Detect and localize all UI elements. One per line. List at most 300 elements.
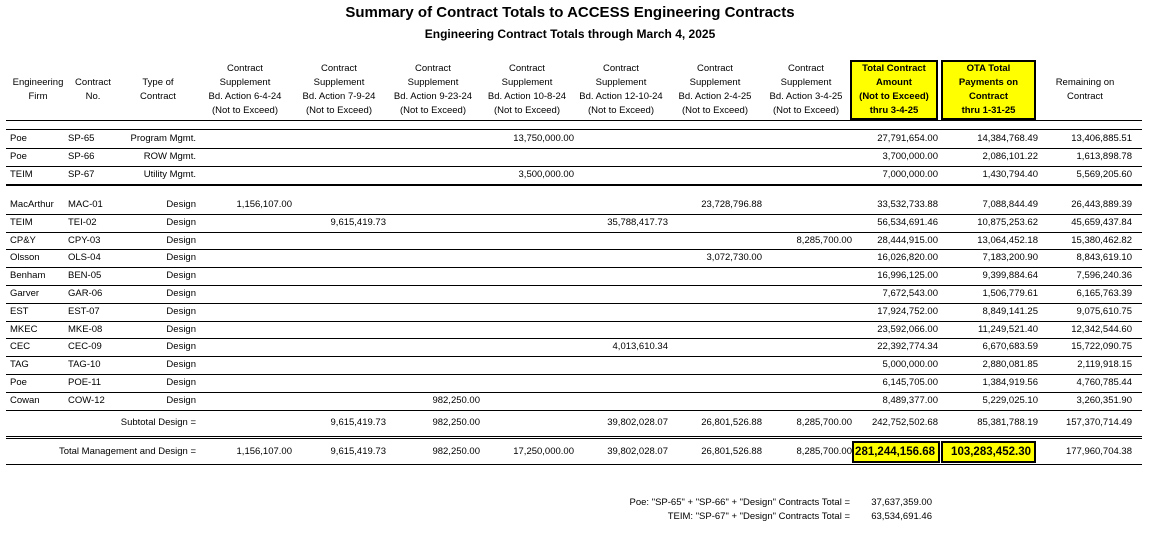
cell-s7 bbox=[762, 214, 852, 232]
cell-s6 bbox=[668, 285, 762, 303]
cell-s4 bbox=[480, 338, 574, 356]
cell-rem: 6,165,763.39 bbox=[1076, 288, 1132, 299]
cell-ota: 14,384,768.49 bbox=[977, 133, 1038, 144]
cell-s7 bbox=[762, 392, 852, 410]
table-row bbox=[0, 148, 1160, 166]
cell-s7: 8,285,700.00 bbox=[796, 417, 852, 428]
header-s3-line: Bd. Action 9-23-24 bbox=[393, 91, 473, 102]
cell-s3 bbox=[386, 214, 480, 232]
cell-s3 bbox=[386, 148, 480, 166]
cell-no: POE-11 bbox=[68, 377, 102, 388]
cell-s3 bbox=[386, 374, 480, 392]
header-rem bbox=[1040, 60, 1130, 120]
cell-ota: 7,088,844.49 bbox=[982, 199, 1038, 210]
cell-s1 bbox=[198, 232, 292, 250]
header-s2 bbox=[292, 60, 386, 120]
cell-type: Design bbox=[166, 216, 196, 228]
header-s1-line: Bd. Action 6-4-24 bbox=[208, 91, 282, 102]
grand-total-ota: 103,283,452.30 bbox=[941, 441, 1036, 463]
cell-type: Design bbox=[166, 323, 196, 335]
cell-type: Utility Mgmt. bbox=[143, 169, 196, 180]
header-s4-line: Bd. Action 10-8-24 bbox=[487, 91, 567, 102]
cell-s7: 8,285,700.00 bbox=[796, 234, 852, 246]
cell-s7 bbox=[762, 338, 852, 356]
grand-total-s4: 17,250,000.00 bbox=[513, 446, 574, 457]
cell-s5 bbox=[574, 267, 668, 285]
divider bbox=[6, 436, 1142, 439]
header-ota-line: OTA Total bbox=[966, 63, 1011, 74]
cell-no: TEI-02 bbox=[68, 216, 97, 228]
table-row bbox=[0, 130, 1160, 148]
table-row bbox=[0, 285, 1160, 303]
header-total-line: (Not to Exceed) bbox=[859, 91, 929, 102]
cell-s5 bbox=[574, 166, 668, 184]
cell-s1 bbox=[198, 285, 292, 303]
cell-s2 bbox=[292, 196, 386, 214]
report-title: Summary of Contract Totals to ACCESS Engineering Contracts bbox=[345, 4, 795, 21]
cell-firm: Garver bbox=[10, 288, 40, 299]
header-s5-line: Contract bbox=[603, 63, 639, 74]
cell-s3 bbox=[386, 303, 480, 321]
cell-s1 bbox=[198, 414, 292, 432]
cell-s4 bbox=[480, 392, 574, 410]
cell-s5 bbox=[574, 321, 668, 339]
cell-s5 bbox=[574, 249, 668, 267]
cell-s3 bbox=[386, 196, 480, 214]
cell-s2 bbox=[292, 285, 386, 303]
cell-s5: 4,013,610.34 bbox=[612, 341, 668, 353]
cell-s3: 982,250.00 bbox=[432, 417, 480, 428]
cell-s5 bbox=[574, 374, 668, 392]
cell-s6 bbox=[668, 130, 762, 148]
cell-type: Design bbox=[166, 288, 196, 299]
cell-s2 bbox=[292, 267, 386, 285]
cell-ota: 2,086,101.22 bbox=[982, 151, 1038, 162]
cell-s5 bbox=[574, 130, 668, 148]
header-s1-line: Contract bbox=[227, 63, 263, 74]
header-s1-line: (Not to Exceed) bbox=[211, 105, 278, 116]
cell-firm: Poe bbox=[10, 151, 27, 162]
cell-s6 bbox=[668, 166, 762, 184]
table-row bbox=[0, 392, 1160, 410]
header-s2-line: Supplement bbox=[313, 77, 365, 88]
header-s7-line: (Not to Exceed) bbox=[772, 105, 839, 116]
cell-s7 bbox=[762, 148, 852, 166]
cell-total: 6,145,705.00 bbox=[882, 377, 938, 388]
header-s4-line: Contract bbox=[509, 63, 545, 74]
cell-s7 bbox=[762, 356, 852, 374]
header-s3-line: (Not to Exceed) bbox=[399, 105, 466, 116]
cell-no: TAG-10 bbox=[68, 359, 101, 371]
cell-s3: 982,250.00 bbox=[432, 394, 480, 406]
header-total bbox=[850, 60, 938, 120]
header-s5-line: Bd. Action 12-10-24 bbox=[579, 91, 663, 102]
cell-firm: Olsson bbox=[10, 252, 40, 264]
header-s3-line: Contract bbox=[415, 63, 451, 74]
cell-no: SP-65 bbox=[68, 133, 95, 144]
cell-total: 8,489,377.00 bbox=[882, 394, 938, 406]
cell-firm: Poe bbox=[10, 377, 27, 388]
cell-s6 bbox=[668, 148, 762, 166]
cell-s4 bbox=[480, 321, 574, 339]
cell-s2 bbox=[292, 166, 386, 184]
grand-total-s1: 1,156,107.00 bbox=[236, 446, 292, 457]
header-s2-line: Bd. Action 7-9-24 bbox=[302, 91, 376, 102]
header-s3 bbox=[386, 60, 480, 120]
header-s7 bbox=[762, 60, 850, 120]
header-no-line: Contract bbox=[75, 77, 111, 88]
cell-no: BEN-05 bbox=[68, 270, 102, 282]
cell-s1 bbox=[198, 303, 292, 321]
cell-s2 bbox=[292, 249, 386, 267]
header-s2-line: (Not to Exceed) bbox=[305, 105, 372, 116]
header-s1 bbox=[198, 60, 292, 120]
cell-firm: Benham bbox=[10, 270, 46, 282]
cell-s5 bbox=[574, 148, 668, 166]
grand-total-s3: 982,250.00 bbox=[432, 446, 480, 457]
cell-s5 bbox=[574, 196, 668, 214]
cell-no: CEC-09 bbox=[68, 341, 102, 353]
cell-s7 bbox=[762, 267, 852, 285]
cell-total: 7,000,000.00 bbox=[882, 169, 938, 180]
header-type-line: Type of bbox=[142, 77, 174, 88]
header-firm bbox=[8, 60, 68, 120]
header-s6 bbox=[668, 60, 762, 120]
cell-firm: TEIM bbox=[10, 216, 33, 228]
cell-rem: 157,370,714.49 bbox=[1065, 417, 1132, 428]
cell-rem: 7,596,240.36 bbox=[1076, 270, 1132, 282]
cell-type: Design bbox=[166, 252, 196, 264]
cell-s1 bbox=[198, 321, 292, 339]
cell-s4 bbox=[480, 374, 574, 392]
cell-s6 bbox=[668, 232, 762, 250]
cell-s5 bbox=[574, 232, 668, 250]
grand-total-s6: 26,801,526.88 bbox=[701, 446, 762, 457]
cell-ota: 2,880,081.85 bbox=[982, 359, 1038, 371]
divider bbox=[6, 464, 1142, 465]
cell-s3 bbox=[386, 267, 480, 285]
cell-no: MAC-01 bbox=[68, 199, 103, 210]
cell-s4 bbox=[480, 303, 574, 321]
cell-total: 27,791,654.00 bbox=[877, 133, 938, 144]
cell-s7 bbox=[762, 285, 852, 303]
cell-s1 bbox=[198, 267, 292, 285]
header-rem-line: Remaining on bbox=[1055, 77, 1115, 88]
cell-type: Design bbox=[166, 341, 196, 353]
cell-s3 bbox=[386, 249, 480, 267]
cell-s4 bbox=[480, 414, 574, 432]
cell-s6: 3,072,730.00 bbox=[706, 252, 762, 264]
cell-total: 23,592,066.00 bbox=[877, 323, 938, 335]
cell-rem: 45,659,437.84 bbox=[1071, 216, 1132, 228]
cell-total: 28,444,915.00 bbox=[877, 234, 938, 246]
cell-s6: 26,801,526.88 bbox=[701, 417, 762, 428]
cell-ota: 8,849,141.25 bbox=[982, 305, 1038, 317]
cell-type: Design bbox=[166, 359, 196, 371]
divider bbox=[6, 410, 1142, 411]
cell-s2 bbox=[292, 148, 386, 166]
cell-s4 bbox=[480, 285, 574, 303]
header-s5-line: (Not to Exceed) bbox=[587, 105, 654, 116]
cell-s3 bbox=[386, 166, 480, 184]
cell-ota: 11,249,521.40 bbox=[977, 323, 1038, 335]
cell-total: 16,996,125.00 bbox=[877, 270, 938, 282]
cell-s3 bbox=[386, 321, 480, 339]
cell-s3 bbox=[386, 356, 480, 374]
cell-s2 bbox=[292, 374, 386, 392]
cell-s5 bbox=[574, 356, 668, 374]
divider bbox=[6, 120, 1142, 121]
cell-rem: 3,260,351.90 bbox=[1076, 394, 1132, 406]
cell-type: Design bbox=[166, 305, 196, 317]
cell-s4: 13,750,000.00 bbox=[513, 133, 574, 144]
header-s4-line: (Not to Exceed) bbox=[493, 105, 560, 116]
cell-s1 bbox=[198, 130, 292, 148]
header-type-line: Contract bbox=[140, 91, 176, 102]
cell-s5: 39,802,028.07 bbox=[607, 417, 668, 428]
cell-s4 bbox=[480, 356, 574, 374]
table-row bbox=[0, 214, 1160, 232]
footnote-value: 63,534,691.46 bbox=[871, 511, 932, 522]
header-s7-line: Contract bbox=[788, 63, 824, 74]
cell-rem: 9,075,610.75 bbox=[1076, 305, 1132, 317]
cell-ota: 9,399,884.64 bbox=[982, 270, 1038, 282]
cell-total: 5,000,000.00 bbox=[882, 359, 938, 371]
header-s2-line: Contract bbox=[321, 63, 357, 74]
cell-s4 bbox=[480, 148, 574, 166]
header-s1-line: Supplement bbox=[219, 77, 271, 88]
cell-total: 33,532,733.88 bbox=[877, 199, 938, 210]
table-row bbox=[0, 249, 1160, 267]
header-no-line: No. bbox=[85, 91, 101, 102]
cell-ota: 85,381,788.19 bbox=[977, 417, 1038, 428]
cell-no: COW-12 bbox=[68, 394, 105, 406]
cell-firm: MacArthur bbox=[10, 199, 54, 210]
cell-total: 242,752,502.68 bbox=[871, 417, 938, 428]
cell-ota: 13,064,452.18 bbox=[977, 234, 1038, 246]
cell-s2 bbox=[292, 356, 386, 374]
cell-rem: 2,119,918.15 bbox=[1077, 359, 1132, 371]
cell-s7 bbox=[762, 374, 852, 392]
cell-s7 bbox=[762, 249, 852, 267]
cell-no: SP-67 bbox=[68, 169, 95, 180]
cell-s5 bbox=[574, 285, 668, 303]
cell-s3 bbox=[386, 130, 480, 148]
cell-s1 bbox=[198, 148, 292, 166]
cell-firm: EST bbox=[10, 305, 29, 317]
cell-rem: 4,760,785.44 bbox=[1076, 377, 1132, 388]
header-total-line: thru 3-4-25 bbox=[869, 105, 919, 116]
table-row bbox=[0, 374, 1160, 392]
cell-s4 bbox=[480, 249, 574, 267]
cell-s1 bbox=[198, 338, 292, 356]
cell-firm: CEC bbox=[10, 341, 31, 353]
header-firm-line: Firm bbox=[28, 91, 48, 102]
header-rem-line: Contract bbox=[1067, 91, 1103, 102]
cell-s4 bbox=[480, 214, 574, 232]
cell-s3 bbox=[386, 232, 480, 250]
cell-rem: 13,406,885.51 bbox=[1071, 133, 1132, 144]
cell-rem: 5,569,205.60 bbox=[1076, 169, 1132, 180]
cell-firm: TAG bbox=[10, 359, 29, 371]
cell-s2 bbox=[292, 392, 386, 410]
cell-s2 bbox=[292, 303, 386, 321]
cell-firm: Cowan bbox=[10, 394, 40, 406]
grand-total-label: Total Management and Design = bbox=[58, 446, 196, 457]
table-row bbox=[0, 338, 1160, 356]
cell-s2: 9,615,419.73 bbox=[330, 216, 386, 228]
cell-s7 bbox=[762, 130, 852, 148]
table-row bbox=[0, 321, 1160, 339]
grand-total-s7: 8,285,700.00 bbox=[796, 446, 852, 457]
cell-s1 bbox=[198, 249, 292, 267]
cell-type: Design bbox=[166, 394, 196, 406]
cell-s1 bbox=[198, 356, 292, 374]
grand-total-total: 281,244,156.68 bbox=[852, 441, 940, 463]
header-s4 bbox=[480, 60, 574, 120]
cell-s2 bbox=[292, 232, 386, 250]
cell-no: CPY-03 bbox=[68, 234, 101, 246]
cell-rem: 8,843,619.10 bbox=[1076, 252, 1132, 264]
header-ota-line: thru 1-31-25 bbox=[961, 105, 1016, 116]
header-s6-line: Supplement bbox=[689, 77, 741, 88]
header-ota bbox=[941, 60, 1036, 120]
cell-s6 bbox=[668, 321, 762, 339]
header-type bbox=[120, 60, 196, 120]
cell-type: Design bbox=[166, 270, 196, 282]
footnote-value: 37,637,359.00 bbox=[871, 497, 932, 508]
header-s4-line: Supplement bbox=[501, 77, 553, 88]
cell-rem: 26,443,889.39 bbox=[1071, 199, 1132, 210]
header-total-line: Total Contract bbox=[862, 63, 926, 74]
cell-rem: 15,722,090.75 bbox=[1071, 341, 1132, 353]
header-s3-line: Supplement bbox=[407, 77, 459, 88]
divider bbox=[6, 185, 1142, 186]
cell-no: MKE-08 bbox=[68, 323, 103, 335]
cell-ota: 10,875,253.62 bbox=[977, 216, 1038, 228]
grand-total-s2: 9,615,419.73 bbox=[330, 446, 386, 457]
cell-ota: 1,506,779.61 bbox=[982, 288, 1038, 299]
table-row bbox=[0, 303, 1160, 321]
header-firm-line: Engineering bbox=[12, 77, 64, 88]
cell-no: OLS-04 bbox=[68, 252, 101, 264]
header-s5-line: Supplement bbox=[595, 77, 647, 88]
cell-s2 bbox=[292, 130, 386, 148]
cell-s2: 9,615,419.73 bbox=[330, 417, 386, 428]
cell-rem: 1,613,898.78 bbox=[1076, 151, 1132, 162]
table-row bbox=[0, 196, 1160, 214]
cell-rem: 15,380,462.82 bbox=[1071, 234, 1132, 246]
cell-s7 bbox=[762, 321, 852, 339]
header-ota-line: Payments on bbox=[958, 77, 1019, 88]
cell-s6 bbox=[668, 338, 762, 356]
cell-total: 17,924,752.00 bbox=[877, 305, 938, 317]
header-total-line: Amount bbox=[876, 77, 912, 88]
grand-total-s5: 39,802,028.07 bbox=[607, 446, 668, 457]
cell-firm: CP&Y bbox=[10, 234, 36, 246]
cell-s6 bbox=[668, 392, 762, 410]
cell-total: 3,700,000.00 bbox=[882, 151, 938, 162]
cell-s6 bbox=[668, 214, 762, 232]
cell-s5 bbox=[574, 303, 668, 321]
cell-type: Design bbox=[166, 377, 196, 388]
header-s5 bbox=[574, 60, 668, 120]
cell-type: Program Mgmt. bbox=[130, 133, 196, 144]
cell-s2 bbox=[292, 321, 386, 339]
cell-s2 bbox=[292, 338, 386, 356]
header-s7-line: Bd. Action 3-4-25 bbox=[769, 91, 843, 102]
cell-s1 bbox=[198, 214, 292, 232]
cell-s7 bbox=[762, 196, 852, 214]
grand-total-rem: 177,960,704.38 bbox=[1065, 446, 1132, 457]
cell-s1 bbox=[198, 392, 292, 410]
cell-ota: 1,430,794.40 bbox=[982, 169, 1038, 180]
cell-s5 bbox=[574, 392, 668, 410]
header-s6-line: Bd. Action 2-4-25 bbox=[678, 91, 752, 102]
cell-ota: 5,229,025.10 bbox=[982, 394, 1038, 406]
cell-s1 bbox=[198, 374, 292, 392]
cell-firm: TEIM bbox=[10, 169, 33, 180]
cell-s3 bbox=[386, 285, 480, 303]
cell-s1 bbox=[198, 166, 292, 184]
cell-s7 bbox=[762, 166, 852, 184]
header-s7-line: Supplement bbox=[780, 77, 832, 88]
cell-s6 bbox=[668, 356, 762, 374]
cell-no: EST-07 bbox=[68, 305, 100, 317]
cell-total: 16,026,820.00 bbox=[877, 252, 938, 264]
cell-no: GAR-06 bbox=[68, 288, 103, 299]
table-row bbox=[0, 232, 1160, 250]
header-ota-line: Contract bbox=[968, 91, 1009, 102]
cell-s3 bbox=[386, 338, 480, 356]
header-no bbox=[68, 60, 118, 120]
grand-total-row bbox=[0, 441, 1160, 463]
subtotal-label: Subtotal Design = bbox=[120, 417, 196, 428]
cell-s4 bbox=[480, 232, 574, 250]
cell-type: ROW Mgmt. bbox=[143, 151, 196, 162]
cell-s4: 3,500,000.00 bbox=[518, 169, 574, 180]
cell-s6 bbox=[668, 303, 762, 321]
cell-s5: 35,788,417.73 bbox=[607, 216, 668, 228]
cell-firm: MKEC bbox=[10, 323, 38, 335]
subtotal-row bbox=[0, 414, 1160, 432]
table-row bbox=[0, 166, 1160, 184]
report-subtitle: Engineering Contract Totals through March 4, 2025 bbox=[424, 27, 716, 41]
footnote-label: TEIM: "SP-67" + "Design" Contracts Total = bbox=[667, 511, 850, 522]
table-row bbox=[0, 267, 1160, 285]
cell-s7 bbox=[762, 303, 852, 321]
cell-total: 7,672,543.00 bbox=[882, 288, 938, 299]
cell-no: SP-66 bbox=[68, 151, 95, 162]
cell-total: 56,534,691.46 bbox=[877, 216, 938, 228]
table-row bbox=[0, 356, 1160, 374]
footnote-label: Poe: "SP-65" + "SP-66" + "Design" Contracts Total = bbox=[629, 497, 850, 508]
cell-s6: 23,728,796.88 bbox=[701, 199, 762, 210]
cell-s6 bbox=[668, 267, 762, 285]
cell-s1: 1,156,107.00 bbox=[236, 199, 292, 210]
cell-s4 bbox=[480, 267, 574, 285]
cell-ota: 7,183,200.90 bbox=[982, 252, 1038, 264]
cell-total: 22,392,774.34 bbox=[877, 341, 938, 353]
cell-ota: 6,670,683.59 bbox=[982, 341, 1038, 353]
header-s6-line: Contract bbox=[697, 63, 733, 74]
cell-s4 bbox=[480, 196, 574, 214]
cell-type: Design bbox=[166, 234, 196, 246]
cell-s6 bbox=[668, 374, 762, 392]
header-s6-line: (Not to Exceed) bbox=[681, 105, 748, 116]
cell-type: Design bbox=[166, 199, 196, 210]
cell-rem: 12,342,544.60 bbox=[1071, 323, 1132, 335]
